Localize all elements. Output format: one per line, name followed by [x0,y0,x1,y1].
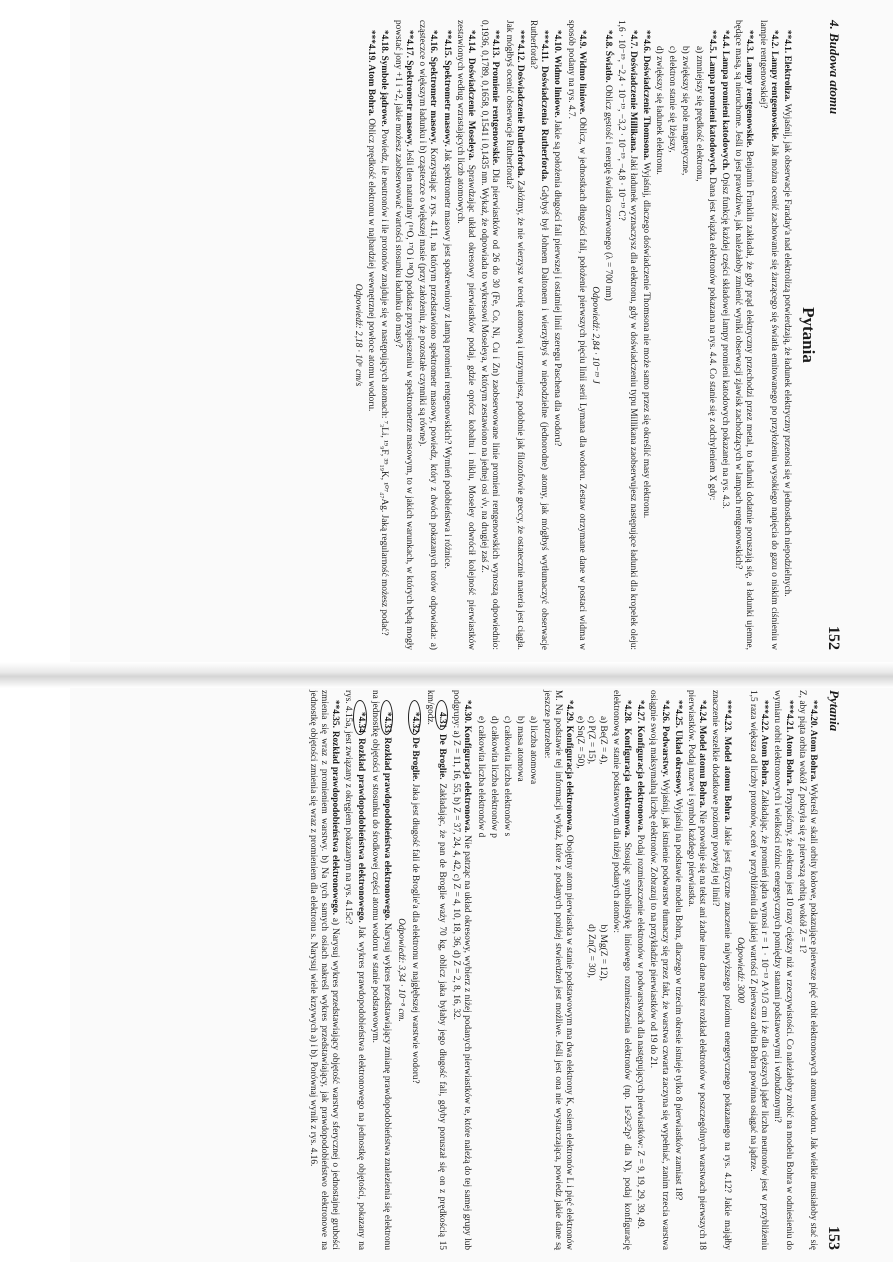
question-number: *4.8. Światło. [603,30,614,83]
question-paragraph [369,690,393,1250]
question-number: **4.1. Elektroliza. [782,30,792,102]
question-list [706,20,792,650]
question-number: *4.24. Model atomu Bohra. [697,700,708,808]
question-paragraph [647,690,669,1250]
question-number: *4.27. Konfiguracja elektronowa. [635,700,646,833]
question-paragraph [602,20,613,650]
question-number: *4.9. Widmo liniowe. [576,30,587,115]
question-paragraph [392,20,414,650]
question-text: Oblicz, w jednostkach długości fali, położenie pierwszych pięciu linii serii Lymana dla wodoru. Zestaw otrzymane dane w postaci widma w sposób podany na rys. 4.7. [565,20,587,650]
sub-item: b) Mg(Z = 12), [597,924,608,981]
question-paragraph [551,20,562,650]
question-text: Dla pierwiastków od 26 do 30 (Fe, Co, Ni, Cu i Zn) zaobserwowane linie promieni rentgenowskich wynoszą odpowiednio: 0,1936, 0,1789, 0,1658, 0,1541 i 0,1435 nm. Wykaż, że odpowiada to wykresowi Moseleya, w którym zestawiono na jednej osi √ν, na drugiej zaś Z. [479,20,501,650]
question-number: *4.7. Doświadczenie Millikana. [627,30,638,153]
sub-item: b) zwiększy się pole magnetyczne, [680,46,691,176]
section-title: Pytania [799,307,818,363]
sub-item: d) Zn(Z = 30), [586,924,597,978]
question-number: *4.10. Widmo liniowe. [552,30,563,118]
question-text: Stosując symbolistykę liniowego rozmieszczenia elektronów (np. 1s²2s²2p³ dla N), podaj konfigurację elektronową w stanie podstawowym dla niżej podanych atomów: [610,690,632,1250]
question-text: Wyjaśnij, jak istnienie podwarstw tłumaczy się przez fakt, że warstwa czwarta zaczyna się wypełniać, zanim trzecia warstwa osiągnie swoją maksymalną liczbę elektronów. Zobrazuj to na przykładzie pierwiastków od 19 do 21. [648,690,670,1250]
chapter-header: Pytania [827,690,842,732]
question-number: **4.17. Spektrometr masowy. [403,30,414,147]
question-text: Przypuśćmy, że elektron jest 10 razy cięższy niż w rzeczywistości. Co należałoby zrobić na modelu Bohra w odniesieniu do wymiaru orbit elektronowych i wielkości różnic energetycznych pomiędzy stanami podstawowymi i wzbudzonymi? [772,690,794,1250]
sub-item-row [574,716,585,1250]
sub-item: d) całkowita liczba elektronów p [488,716,499,838]
sub-item: a) Be(Z = 4), [597,716,608,765]
question-number: *4.29. Konfiguracja elektronowa. [563,700,574,833]
question-number: ***4.21. Atom Bohra. [783,700,794,787]
question-paragraph [408,690,421,1250]
question-number: *4.14. Doświadczenie Moseleya. [465,30,476,161]
question-paragraph [610,690,632,1250]
question-paragraph [796,690,818,1250]
sub-item: e) całkowita liczba elektronów d [475,716,486,838]
question-text: Załóżmy, że nie wierzysz w teorię atomową i utrzymujesz, podobnie jak filozofowie greccy, że ostatecznie materia jest ciągła. Jak mógłbyś ocenić obserwacje Rutherforda? [503,20,525,650]
question-number: *4.4. Lampa promieni katodowych. [719,30,730,171]
left-running-header [824,20,842,650]
question-list [408,690,472,1250]
question-text: Benjamin Franklin zakładał, że gdy prąd elektryczny przechodzi przez metal, to ładunki dodatnie poruszają się, a ładunki ujemne, będące masą, są nieruchome. Jeśli to jest prawdziwe, jak należałoby zmienić wyniki obserwacji zjawisk zachodzących w lampach rentgenowskich? [733,20,755,650]
sub-item: c) elektron stanie się lżejszy, [667,46,678,153]
question-list [365,20,587,650]
question-number: *4.16. Spektrometr masowy. [428,30,439,145]
sub-item: a) zmniejszy się prędkość elektronu, [693,46,704,182]
question-text: Jak spektrometr masowy jest spokrewniony z lampą promieni rentgenowskich? Wymień podobieństwa i różnice. [441,146,452,569]
question-number: *4.2. Lampy rentgenowskie. [768,30,779,142]
page-number: 152 [825,626,842,650]
sub-item: a) liczba atomowa [528,716,539,785]
question-paragraph [615,20,637,650]
question-text: Korzystając z rys. 4.11, na którym przedstawiono spektrometr masowy, powiedz, który z dwóch pokazanych torów odpowiada: a) cząsteczce o większym ładunku i b) cząsteczce o większej masie (przy założeniu, że pozostałe czynniki są równe). [417,20,439,650]
question-paragraph [672,690,683,1250]
question-paragraph [478,20,500,650]
question-text: Oblicz gęstość i energię światła czerwonego (λ = 700 nm) [603,82,614,301]
question-list [747,690,818,1250]
right-running-header [824,690,842,1250]
question-paragraph [342,690,366,1250]
question-paragraph [719,20,730,650]
question-text: Jakie są położenia długości fali pierwszej i ostatniej linii szeregu Paschena dla wodoru? [552,117,563,447]
question-paragraph [378,20,389,650]
question-paragraph [440,20,451,650]
sub-item: c) P(Z = 15), [586,716,597,765]
question-text: Nie patrząc na układ okresowy, wybierz z niżej podanych pierwiastków te, które należą do tej samej grupy lub podgrupy: a) Z = 11, 16, 55, b) Z = 37, 24, 4, 42, c) Z = 4, 10, 18, 36, d) Z = 2, 8, 16, 32. [451,690,473,1250]
question-paragraph [416,20,438,650]
question-number: ***4.23. Model atomu Bohra. [721,700,732,823]
circled-number: *4.33 [380,700,393,735]
circled-number: 4.31 [435,700,448,730]
question-paragraph [527,20,549,650]
question-number: ***4.22. Atom Bohra. [759,700,770,787]
question-paragraph [747,690,769,1250]
question-number: 4.31 De Broglie. [437,700,447,780]
question-paragraph [634,690,645,1250]
question-text: Jakie jest fizyczne znaczenie najwyższego poziomu energetycznego pokazanego na rys. 4.12? Jakie mająłby znaczenie wszelkie dodatkowe poziomy powyżej tej linii? [710,690,732,1251]
question-text: Wyjaśnij, jak obserwacje Faraday'a nad elektrolizą potwierdzają, że ładunek elektryczny przenosi się w jednostkach niepodzielnych. [782,101,792,597]
sub-list [574,690,608,1250]
question-number: **4.13. Promienie rentgenowskie. [490,30,501,166]
chapter-header: 4. Budowa atomu [827,20,842,115]
question-text: Wyjaśnij na podstawie modelu Bohra, dlaczego w trzecim okresie istnieje tylko 8 pierwiastków zamiast 18? [672,796,683,1201]
question-text: Nie powołuje się na tekst ani żadne inne dane napisz rozkład elektronów w poszczególnych warstwach pierwszych 18 pierwiastków. Podaj nazwę i symbol każdego pierwiastka. [685,690,708,1250]
question-number: *4.30. Konfiguracja elektronowa. [462,700,473,833]
question-list [307,690,393,1250]
right-page-153 [82,690,842,1250]
question-number: **4.25. Układ okresowy. [672,700,683,797]
question-text: Zakładając, że pan de Broglie waży 70 kg, oblicz jaka byłaby jego długość fali, gdyby poruszał się on z prędkością 15 km/godz. [424,690,447,1250]
sub-item-row [596,716,607,1250]
question-paragraph [640,20,651,650]
question-list [540,690,574,1250]
question-number: *4.18. Symbole jądrowe. [379,30,390,127]
question-text: Zakładając, że promień jądra wynosi r = 1 · 10⁻¹³ A^1/3 cm i że dla cięższych jąder liczba neutronów jest w przybliżeniu 1,5 raza większa od liczby protonów, oceń w przybliżeniu dla jakiej wartości Z pierwsza orbita Bohra powinna osiągać na jądrze. [747,690,770,1250]
sub-item: b) masa atomowa [515,716,526,782]
page-divider [0,662,893,688]
question-paragraph [706,20,717,650]
question-number: **4.5. Lampa promieni katodowych. [706,30,717,175]
question-list [602,20,651,650]
question-paragraph [307,690,341,1250]
question-text: Opisz funkcję każdej części składowej lampy promieni katodowych pokazanej na rys. 4.3. [719,170,730,509]
question-number: *4.32 De Broglie. [411,700,421,781]
question-paragraph [502,20,524,650]
question-text: Oblicz prędkość elektronu w najbardziej wewnętrznej powłoce atomu wodoru. [366,116,377,412]
question-text: Jaka jest długość fali de Broglie'a dla elektronu w najgłębszej warstwie wodoru? [410,781,421,1084]
question-paragraph [685,690,707,1250]
question-paragraph [771,690,793,1250]
question-number: **4.3. Lampy rentgenowskie. [744,30,755,148]
question-text: Jak można ocenić zachowanie się żarzącego się światła emitowanego po przyłożeniu wysokiego napięcia do gazu o niskim ciśnieniu w lampie rentgenowskiej? [757,20,779,650]
page-number: 153 [825,1226,842,1250]
question-paragraph [732,20,754,650]
question-text: Gdybyś był Johnem Daltonem i wierzyłbyś w niepodzielne (jednorodne) atomy, jak mógłbyś wytłumaczyć obserwacje Rutherforda? [527,20,550,650]
sub-item: d) zwiększy się ładunek elektronu. [653,46,664,175]
answer-text: Odpowiedź: 2,18 · 10⁶ cm/s [353,283,364,387]
sub-item: c) całkowita liczba elektronów s [501,716,512,837]
answer-text: Odpowiedź: 2,84 · 10⁻¹⁹ J [589,286,600,384]
circled-number: *4.32 [408,700,421,735]
question-text: Jak wykres prawdopodobieństwa elektronowego na jednostkę objętości, pokazany na rys. 4.15a, jest związany z okręgiem pokazanym na rys. 4.15c? [343,690,366,1250]
question-number: **4.35. Rozkład prawdopodobieństwa elektronowego. [330,700,341,915]
question-text: a) Narysuj wykres przedstawiający objętość warstwy sferycznej o jednostajnej grubości zmienia się wraz z promieniem warstwy. b) Na tych samych osiach nakreśl wykres przedstawiający, jak prawdopodobieństwo elektronowe na jednostkę objętości zmienia się wraz z promieniem dla elektronu s. Narysuj wiele krzywych a) i b). Porównaj wynik z rys. 4.16. [307,690,341,1250]
question-paragraph [709,690,731,1250]
question-text: Jeśli tlen naturalny (¹⁶O, ¹⁷O i ¹⁸O) poddasz przyspieszeniu w spektrometrze masowym, to w jakich warunkach, w których będą mogły powstać jony +1 i +2, jakie możesz zaobserwować wartości stosunku ładunku do masy? [392,20,414,651]
question-text: Powiedz, ile neutronów i ile protonów znajduje się w następujących atomach: ⁷₃Li, ¹⁹₉F, ³⁹₁₉K, ¹⁰⁷₄₇Ag. Jaką regularność możesz podać? [379,126,390,636]
left-page-152 [102,20,842,650]
question-paragraph [756,20,778,650]
question-paragraph [564,20,586,650]
question-number: *4.28. Konfiguracja elektronowa. [621,700,632,838]
answer-text: Odpowiedź: 3,34 · 10⁻⁸ cm. [396,918,407,1022]
question-text: Podaj rozmieszczenie elektronów w podwarstwach dla następujących pierwiastków: Z = 9, 19, 29, 39, 49. [635,832,646,1229]
question-number: ***4.12. Doświadczenie Rutherforda. [514,30,525,178]
question-paragraph [781,20,792,650]
sub-item-row [585,716,596,1250]
question-text: Narysuj wykres przedstawiający zmianę prawdopodobieństwa znalezienia się elektronu na jednostkę objętości w stosunku do środkowej części atomu wodoru w stanie podstawowym. [369,690,393,1250]
question-number: **4.15. Spektrometr masowy. [441,30,452,147]
question-number: ***4.11. Doświadczenia Rutherforda. [539,30,550,182]
question-number: ***4.19. Atom Bohra. [366,30,377,116]
question-paragraph [424,690,448,1250]
sub-list [653,20,704,650]
question-list [610,690,732,1250]
question-paragraph [450,690,472,1250]
question-text: Wyjaśnij, dlaczego doświadczenie Thomsona nie może samo przez się określić masy elektronu. [640,160,651,519]
question-number: *4.33 Rozkład prawdopodobieństwa elektronowego. [382,700,392,921]
question-paragraph [365,20,376,650]
question-text: Wykreśl w skali orbity kołowe, pokazujące pierwsze pięć orbit elektronowych atomu wodoru. Jak wielkie musiałoby stać się Z, aby piąta orbita wokół Z pokryła się z pierwszą orbitą wokół Z = 1? [796,690,818,1250]
question-text: Obojętny atom pierwiastka w stanie podstawowym ma dwa elektrony K, osiem elektronów L i pięć elektronów M. Na podstawie tej informacji wykaż, które z podanych poniżej stwierdzeń jest możliwe. Jeśli jest ona nie wystarczająca, powiedz jakie dane są jeszcze potrzebne: [541,690,574,1250]
sub-list [474,690,538,1250]
question-text: Dana jest wiązka elektronów pokazana na rys. 4.4. Co stanie się z odchyleniem X gdy: [706,174,717,501]
question-text: Jaki ładunek wyznaczysz dla elektronu, gdy w doświadczeniu typu Millikana zaobserwujesz następujące ładunki dla kropelek oleju: 1,6 · 10⁻¹⁹, −2,4 · 10⁻¹⁹, −3,2 · 10⁻¹⁹, −4,8 · 10⁻¹⁹ C? [616,20,638,650]
question-paragraph [454,20,476,650]
answer-text: Odpowiedź: 3000 [734,937,745,1003]
question-number: *4.26. Podwarstwy. [659,700,670,777]
circled-number: *4.34 [353,700,366,735]
question-number: **4.6. Doświadczenie Thomsona. [640,30,651,161]
question-number: *4.34 Rozkład prawdopodobieństwa elektronowego. [356,700,366,923]
question-number: **4.20. Atom Bohra. [808,700,818,782]
sub-item: e) Sn(Z = 50), [575,716,586,769]
question-paragraph [540,690,574,1250]
question-text: Sprawdzając układ okresowy pierwiastków podaj, gdzie oprócz kobaltu i niklu, Moseley odwrócił kolejność pierwiastków zestawionych według wzrastających liczb atomowych. [454,20,476,650]
